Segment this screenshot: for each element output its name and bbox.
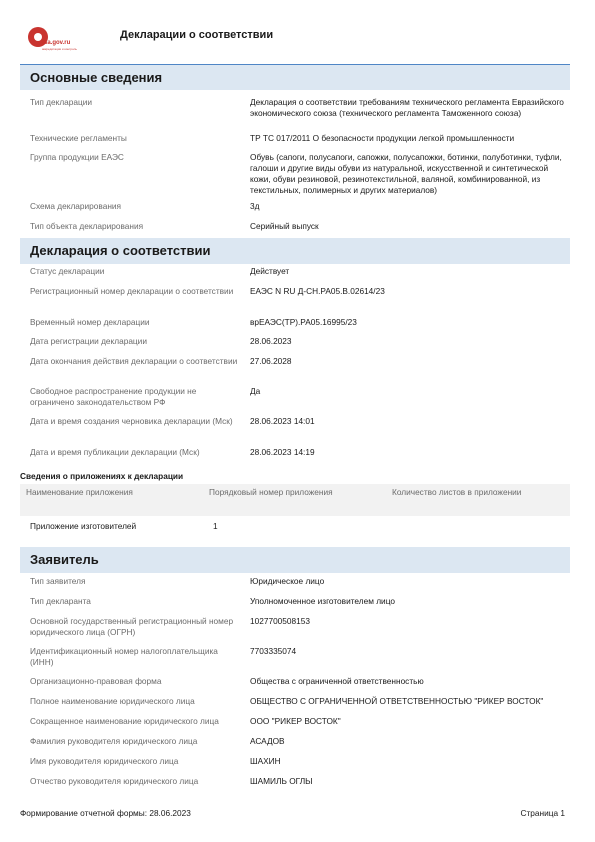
fsa-logo	[28, 27, 104, 53]
expiry-date-value: 27.06.2028	[250, 356, 292, 366]
free-distribution-label: Свободное распространение продукции не ограничено законодательством РФ	[30, 386, 197, 407]
reg-date-value: 28.06.2023	[250, 336, 292, 346]
section-applicant-title: Заявитель	[30, 552, 99, 567]
temp-number-value: врЕАЭС(ТР).PA05.16995/23	[250, 317, 357, 327]
temp-number-label: Временный номер декларации	[30, 317, 150, 327]
declaration-type-label: Тип декларации	[30, 97, 93, 107]
status-label: Статус декларации	[30, 266, 105, 276]
logo-subtext: аккредитация и контроль	[42, 47, 77, 51]
published-value: 28.06.2023 14:19	[250, 447, 315, 457]
declaration-scheme-label: Схема декларирования	[30, 201, 122, 211]
declarant-type-label: Тип декларанта	[30, 596, 91, 606]
draft-created-value: 28.06.2023 14:01	[250, 416, 315, 426]
column-header-name: Наименование приложения	[26, 487, 133, 497]
declaration-scheme-value: 3д	[250, 201, 260, 211]
product-group-label: Группа продукции ЕАЭС	[30, 152, 124, 162]
reg-number-label: Регистрационный номер декларации о соответствии	[30, 286, 234, 296]
object-type-label: Тип объекта декларирования	[30, 221, 144, 231]
reg-number-value: ЕАЭС N RU Д-CH.PA05.B.02614/23	[250, 286, 385, 296]
reg-date-label: Дата регистрации декларации	[30, 336, 147, 346]
legal-form-value: Общества с ограниченной ответственностью	[250, 676, 424, 686]
section-declaration-title: Декларация о соответствии	[30, 243, 211, 258]
head-surname-value: АСАДОВ	[250, 736, 285, 746]
free-distribution-value: Да	[250, 386, 261, 396]
short-name-value: ООО "РИКЕР ВОСТОК"	[250, 716, 341, 726]
section-applicant-header	[20, 547, 570, 573]
attachments-title: Сведения о приложениях к декларации	[20, 471, 184, 481]
page-header	[0, 0, 595, 62]
section-declaration-header	[20, 238, 570, 264]
head-surname-label: Фамилия руководителя юридического лица	[30, 736, 198, 746]
applicant-type-label: Тип заявителя	[30, 576, 86, 586]
page-number: Страница 1	[520, 808, 565, 818]
head-name-label: Имя руководителя юридического лица	[30, 756, 179, 766]
column-header-number: Порядковый номер приложения	[209, 487, 333, 497]
ogrn-value: 1027700508153	[250, 616, 310, 626]
draft-created-label: Дата и время создания черновика декларации (Мск)	[30, 416, 233, 426]
full-name-value: ОБЩЕСТВО С ОГРАНИЧЕННОЙ ОТВЕТСТВЕННОСТЬЮ "РИКЕР ВОСТОК"	[250, 696, 544, 706]
inn-value: 7703335074	[250, 646, 297, 656]
expiry-date-label: Дата окончания действия декларации о соответствии	[30, 356, 238, 366]
logo-text: fsa.gov.ru	[42, 40, 71, 46]
short-name-label: Сокращенное наименование юридического лица	[30, 716, 219, 726]
status-value: Действует	[250, 266, 290, 276]
declaration-type-value: Декларация о соответствии требованиям технического регламента Евразийского экономического союза (технического регламента Таможенного союза)	[250, 97, 564, 118]
head-patronymic-label: Отчество руководителя юридического лица	[30, 776, 199, 786]
section-basic-title: Основные сведения	[30, 70, 163, 85]
head-patronymic-value: ШАМИЛЬ ОГЛЫ	[250, 776, 313, 786]
attachment-name-cell: Приложение изготовителей	[30, 521, 137, 531]
ogrn-label: Основной государственный регистрационный номер юридического лица (ОГРН)	[30, 616, 234, 637]
object-type-value: Серийный выпуск	[250, 221, 319, 231]
tech-regulations-value: ТР ТС 017/2011 О безопасности продукции легкой промышленности	[250, 133, 515, 143]
column-header-sheets: Количество листов в приложении	[392, 487, 522, 497]
report-generated-date: Формирование отчетной формы: 28.06.2023	[20, 808, 191, 818]
published-label: Дата и время публикации декларации (Мск)	[30, 447, 200, 457]
document-title: Декларации о соответствии	[120, 29, 274, 41]
product-group-value: Обувь (сапоги, полусапоги, сапожки, полусапожки, ботинки, полуботинки, туфли, галоши и другие виды обуви из натуральной, искусственной и синтетической кожи, обуви резиновой, резинотекстильной, валяной, комбинированной, из текстильных, полимерных и других материалов)	[250, 152, 562, 195]
declarant-type-value: Уполномоченное изготовителем лицо	[250, 596, 395, 606]
attachments-table-header	[20, 484, 570, 516]
applicant-type-value: Юридическое лицо	[250, 576, 325, 586]
head-name-value: ШАХИН	[250, 756, 281, 766]
attachment-number-cell: 1	[213, 521, 218, 531]
legal-form-label: Организационно-правовая форма	[30, 676, 162, 686]
section-basic-header	[20, 64, 570, 90]
full-name-label: Полное наименование юридического лица	[30, 696, 195, 706]
tech-regulations-label: Технические регламенты	[30, 133, 127, 143]
inn-label: Идентификационный номер налогоплательщика (ИНН)	[30, 646, 218, 667]
